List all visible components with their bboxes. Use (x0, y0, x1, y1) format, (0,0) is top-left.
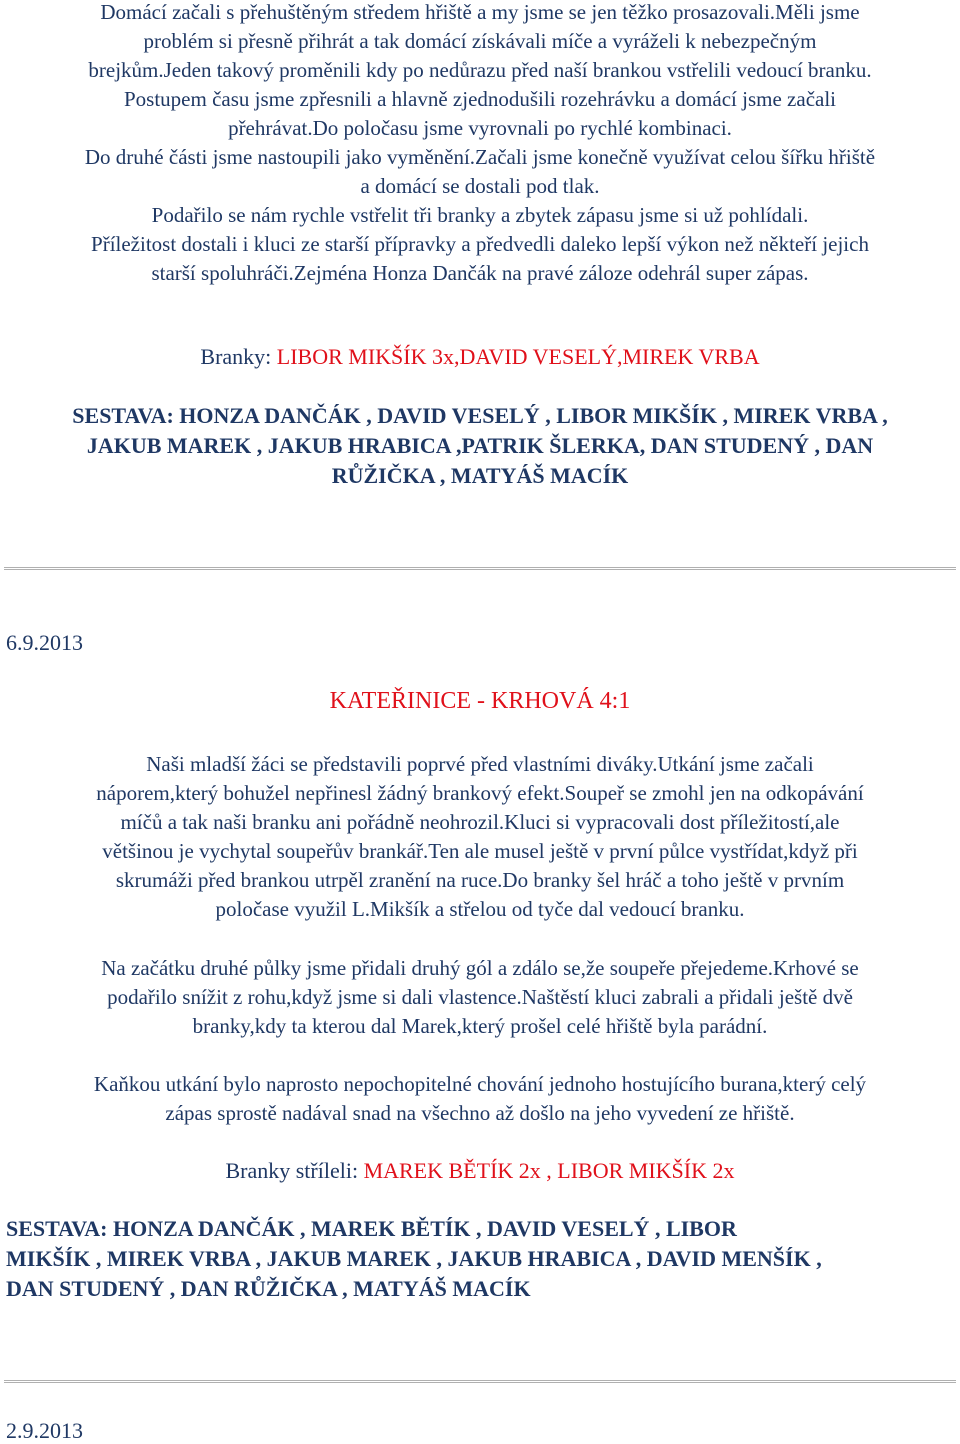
report-line: problém si přesně přihrát a tak domácí získávali míče a vyráželi k nebezpečným (143, 29, 817, 53)
match1-report (0, 0, 960, 288)
match-title: KATEŘINICE - KRHOVÁ 4:1 (329, 688, 631, 714)
report-line: poločase využil L.Mikšík a střelou od tyče dal vedoucí branku. (215, 897, 745, 921)
goals-label: Branky: (200, 344, 277, 369)
match2-paragraph-1 (0, 750, 960, 924)
report-line: většinou je vychytal soupeřův brankář.Ten ale musel ještě v první půlce vystřídat,když při (102, 839, 858, 863)
report-line: branky,kdy ta kterou dal Marek,který prošel celé hřiště byla parádní. (192, 1014, 768, 1038)
goals-label: Branky stříleli: (225, 1158, 364, 1183)
match-date: 6.9.2013 (6, 630, 83, 655)
match-date: 2.9.2013 (6, 1418, 83, 1443)
report-line: Příležitost dostali i kluci ze starší přípravky a předvedli daleko lepší výkon než někteří jejich (91, 232, 869, 256)
report-line: brejkům.Jeden takový proměnili kdy po nedůrazu před naší brankou vstřelili vedoucí branku. (88, 58, 872, 82)
match1-lineup (0, 401, 960, 491)
match2-paragraph-2 (0, 954, 960, 1041)
report-line: míčů a tak naši branku ani pořádně neohrozil.Kluci si vypracovali dost příležitostí,ale (120, 810, 840, 834)
report-line: Postupem času jsme zpřesnili a hlavně zjednodušili rozehrávku a domácí jsme začali (123, 87, 837, 111)
report-line: Domácí začali s přehuštěným středem hřiště a my jsme se jen těžko prosazovali.Měli jsme (100, 0, 860, 24)
report-line: Podařilo se nám rychle vstřelit tři branky a zbytek zápasu jsme si už pohlídali. (151, 203, 809, 227)
match2-paragraph-3 (0, 1070, 960, 1128)
report-line: starší spoluhráči.Zejména Honza Dančák na pravé záloze odehrál super zápas. (151, 261, 809, 285)
report-line: Naši mladší žáci se představili poprvé před vlastními diváky.Utkání jsme začali (146, 752, 814, 776)
report-line: Na začátku druhé půlky jsme přidali druhý gól a zdálo se,že soupeře přejedeme.Krhové se (101, 956, 859, 980)
report-line: podařilo snížit z rohu,když jsme si dali vlastence.Naštěstí kluci zabrali a přidali ještě dvě (107, 985, 853, 1009)
goals-scorers: LIBOR MIKŠÍK 3x,DAVID VESELÝ,MIREK VRBA (276, 344, 760, 369)
report-line: a domácí se dostali pod tlak. (360, 174, 600, 198)
divider (4, 567, 956, 570)
report-line: náporem,který bohužel nepřinesl žádný brankový efekt.Soupeř se zmohl jen na odkopávání (96, 781, 864, 805)
goals-scorers: MAREK BĚTÍK 2x , LIBOR MIKŠÍK 2x (363, 1158, 735, 1183)
lineup-line: JAKUB MAREK , JAKUB HRABICA ,PATRIK ŠLERKA, DAN STUDENÝ , DAN (86, 433, 874, 458)
match2-goals (0, 1156, 960, 1185)
lineup-line: SESTAVA: HONZA DANČÁK , MAREK BĚTÍK , DAVID VESELÝ , LIBOR (6, 1216, 737, 1241)
match1-goals (0, 342, 960, 371)
match2-lineup (0, 1214, 960, 1304)
report-line: Kaňkou utkání bylo naprosto nepochopitelné chování jednoho hostujícího burana,který celý (93, 1072, 867, 1096)
report-line: skrumáži před brankou utrpěl zranění na ruce.Do branky šel hráč a toho ještě v prvním (115, 868, 845, 892)
divider (4, 1380, 956, 1383)
lineup-line: DAN STUDENÝ , DAN RŮŽIČKA , MATYÁŠ MACÍK (6, 1276, 531, 1301)
lineup-line: RŮŽIČKA , MATYÁŠ MACÍK (331, 463, 629, 488)
report-line: zápas sprostě nadával snad na všechno až došlo na jeho vyvedení ze hřiště. (165, 1101, 795, 1125)
report-line: přehrávat.Do poločasu jsme vyrovnali po rychlé kombinaci. (228, 116, 732, 140)
lineup-line: MIKŠÍK , MIREK VRBA , JAKUB MAREK , JAKUB HRABICA , DAVID MENŠÍK , (6, 1246, 822, 1271)
lineup-line: SESTAVA: HONZA DANČÁK , DAVID VESELÝ , LIBOR MIKŠÍK , MIREK VRBA , (72, 403, 888, 428)
report-line: Do druhé části jsme nastoupili jako vyměnění.Začali jsme konečně využívat celou šířku hřiště (84, 145, 876, 169)
